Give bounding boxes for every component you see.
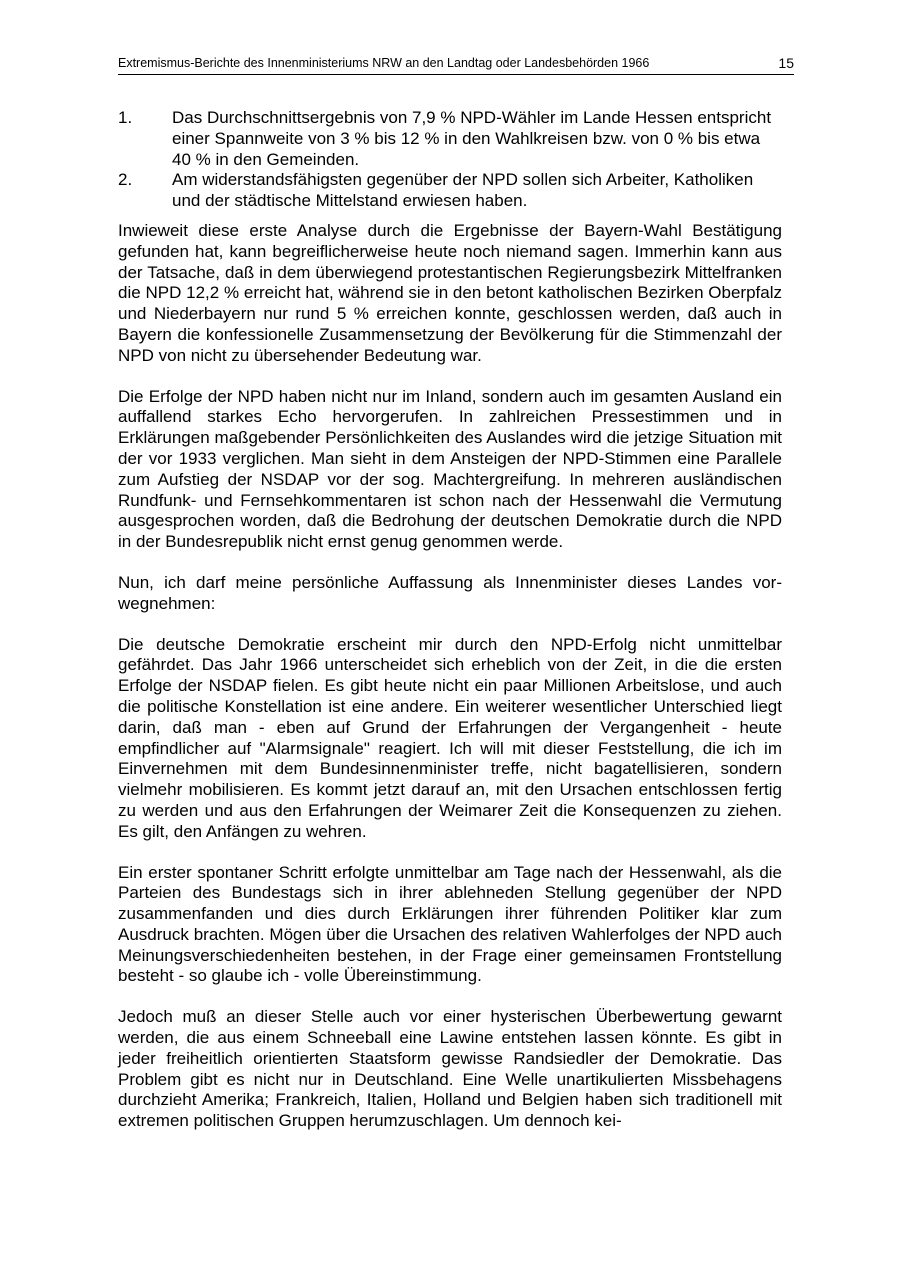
paragraph: Inwieweit diese erste Analyse durch die Ergebnisse der Bayern-Wahl Bestätigung gefunden hat, kann begreiflicherweise heute noch niemand sagen. Immerhin kann aus der Tatsache, daß in dem überwiegend protestantischen Regierungsbezirk Mittelfranken die NPD 12,2 % erreicht hat, während sie in den betont katholischen Bezirken Oberpfalz und Niederbayern nur rund 5 % erreichen konnte, geschlossen werden, daß auch in Bayern die konfessionelle Zusammensetzung der Bevölkerung für die Stimmenzahl der NPD von nicht zu übersehender Bedeutung war. (118, 220, 782, 365)
paragraph: Jedoch muß an dieser Stelle auch vor einer hysterischen Überbewertung gewarnt werden, die aus einem Schneeball eine Lawine entstehen lassen könnte. Es gibt in jeder freiheitlich orientierten Staatsform gewisse Randsiedler der Demokratie. Das Problem gibt es nicht nur in Deutschland. Eine Welle unartikulierten Missbehagens durchzieht Amerika; Frankreich, Italien, Holland und Belgien haben sich traditionell mit extremen politischen Gruppen herumzuschlagen. Um dennoch kei- (118, 1007, 782, 1131)
list-item (118, 108, 782, 170)
list-item (118, 170, 782, 212)
numbered-list (118, 108, 782, 212)
list-item-text: Das Durchschnittsergebnis von 7,9 % NPD-Wähler im Lande Hessen entspricht einer Spannweite von 3 % bis 12 % in den Wahlkreisen bzw. von 0 % bis etwa 40 % in den Gemeinden. (172, 108, 772, 169)
list-item-number: 2. (118, 170, 133, 190)
paragraph: Die Erfolge der NPD haben nicht nur im Inland, sondern auch im gesamten Ausland ein auffallend starkes Echo hervorgerufen. In zahlreichen Pressestimmen und in Erklärungen maßgebender Persönlichkeiten des Auslandes wird die jetzige Situation mit der vor 1933 verglichen. Man sieht in dem Ansteigen der NPD-Stimmen eine Parallele zum Aufstieg der NSDAP vor der sog. Machtergreifung. In mehreren ausländischen Rundfunk- und Fernsehkommentaren ist schon nach der Hessenwahl die Vermutung ausgesprochen worden, daß die Bedrohung der deutschen Demokratie durch die NPD in der Bundesrepublik nicht ernst genug genommen werde. (118, 386, 782, 552)
list-item-number: 1. (118, 108, 133, 127)
running-header (118, 52, 794, 75)
page-number: 15 (778, 55, 794, 71)
list-item-text: Am widerstandsfähigsten gegenüber der NPD sollen sich Arbeiter, Katholiken und der städtische Mittelstand erwiesen haben. (172, 170, 754, 211)
paragraph: Nun, ich darf meine persönliche Auffassung als Innenminister dieses Landes vorwegnehmen: (118, 572, 782, 613)
header-title: Extremismus-Berichte des Innenministeriums NRW an den Landtag oder Landesbehörden 1966 (118, 56, 650, 70)
paragraph: Die deutsche Demokratie erscheint mir durch den NPD-Erfolg nicht unmittelbar gefährdet. Das Jahr 1966 unterscheidet sich erheblich von der Zeit, in die die ersten Erfolge der NSDAP fielen. Es gibt heute nicht ein paar Millionen Arbeitslose, und auch die politische Konstellation ist eine andere. Ein weiterer wesentlicher Unterschied liegt darin, daß man - eben auf Grund der Erfahrungen der Vergangenheit - heute empfindlicher auf "Alarmsignale" reagiert. Ich will mit dieser Feststellung, die ich im Einvernehmen mit dem Bundesinnenminister treffe, nicht bagatellisieren, sondern vielmehr mobilisieren. Es kommt jetzt darauf an, mit den Ursachen entschlossen fertig zu werden und aus den Erfahrungen der Weimarer Zeit die Konsequenzen zu ziehen. Es gilt, den Anfängen zu wehren. (118, 634, 782, 841)
paragraph: Ein erster spontaner Schritt erfolgte unmittelbar am Tage nach der Hessenwahl, als die Parteien des Bundestags sich in ihrer ablehneden Stellung gegenüber der NPD zusammenfanden und dies durch Erklärungen ihrer führenden Politiker klar zum Ausdruck brachten. Mögen über die Ursachen des relativen Wahlerfolges der NPD auch Meinungsverschiedenheiten bestehen, in der Frage einer gemeinsamen Frontstellung besteht - so glaube ich - volle Übereinstimmung. (118, 862, 782, 986)
document-body (118, 108, 782, 1132)
